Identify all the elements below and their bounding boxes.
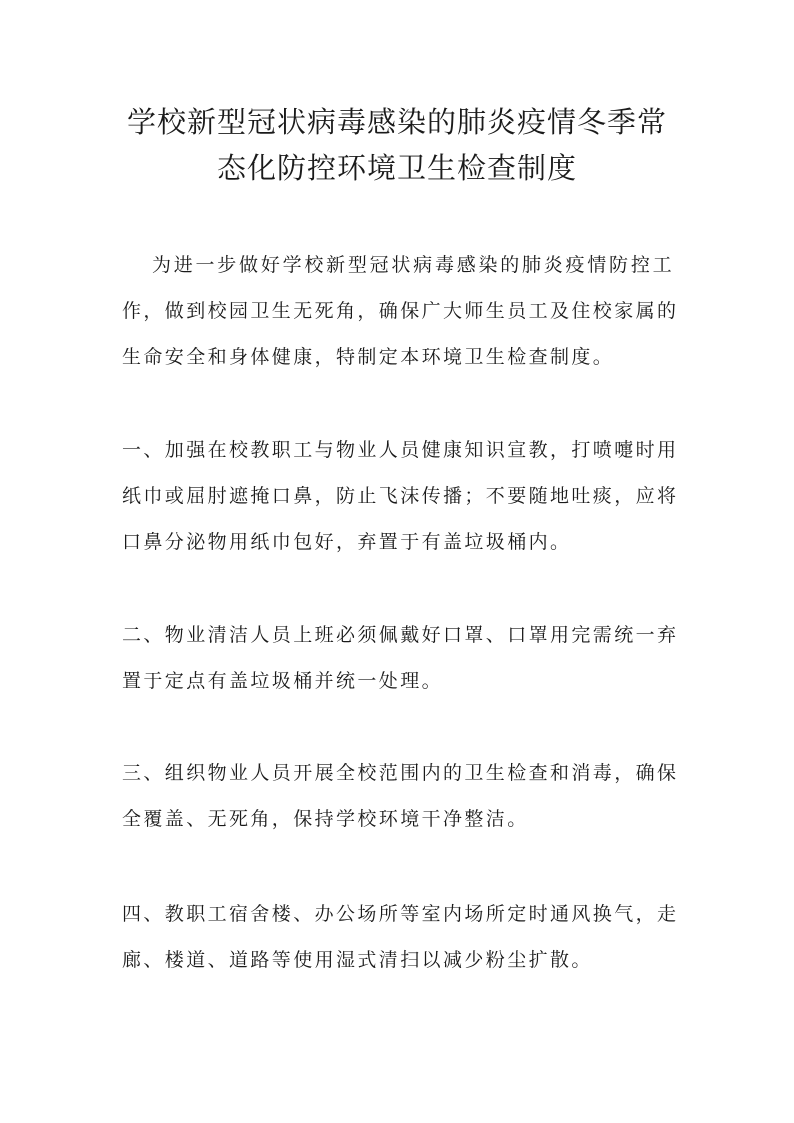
paragraph-line: 三、组织物业人员开展全校范围内的卫生检查和消毒，确保: [122, 762, 679, 784]
paragraph-line: 置于定点有盖垃圾桶并统一处理。: [122, 670, 444, 692]
paragraph-line: 二、物业清洁人员上班必须佩戴好口罩、口罩用完需统一弃: [122, 624, 679, 646]
paragraph-line: 纸巾或屈肘遮掩口鼻，防止飞沫传播；不要随地吐痰，应将: [122, 485, 679, 507]
paragraph-line: 廊、楼道、道路等使用湿式清扫以减少粉尘扩散。: [122, 949, 593, 971]
intro-paragraph: [122, 242, 679, 380]
paragraph-line: 四、教职工宿舍楼、办公场所等室内场所定时通风换气，走: [122, 903, 679, 925]
item-paragraph-4: [122, 891, 679, 983]
paragraph-line: 全覆盖、无死角，保持学校环境干净整洁。: [122, 808, 529, 830]
paragraph-line: 口鼻分泌物用纸巾包好，弃置于有盖垃圾桶内。: [122, 531, 572, 553]
item-paragraph-2: [122, 612, 679, 704]
paragraph-line: 作，做到校园卫生无死角，确保广大师生员工及住校家属的: [122, 300, 679, 322]
document-title-line-1: 学校新型冠状病毒感染的肺炎疫情冬季常: [126, 105, 667, 139]
paragraph-line: 一、加强在校教职工与物业人员健康知识宣教，打喷嚏时用: [122, 439, 679, 461]
document-title-line-2: 态化防控环境卫生检查制度: [216, 151, 577, 185]
item-paragraph-1: [122, 427, 679, 565]
paragraph-line: 生命安全和身体健康，特制定本环境卫生检查制度。: [122, 346, 615, 368]
item-paragraph-3: [122, 750, 679, 842]
paragraph-line: 为进一步做好学校新型冠状病毒感染的肺炎疫情防控工: [152, 254, 674, 276]
